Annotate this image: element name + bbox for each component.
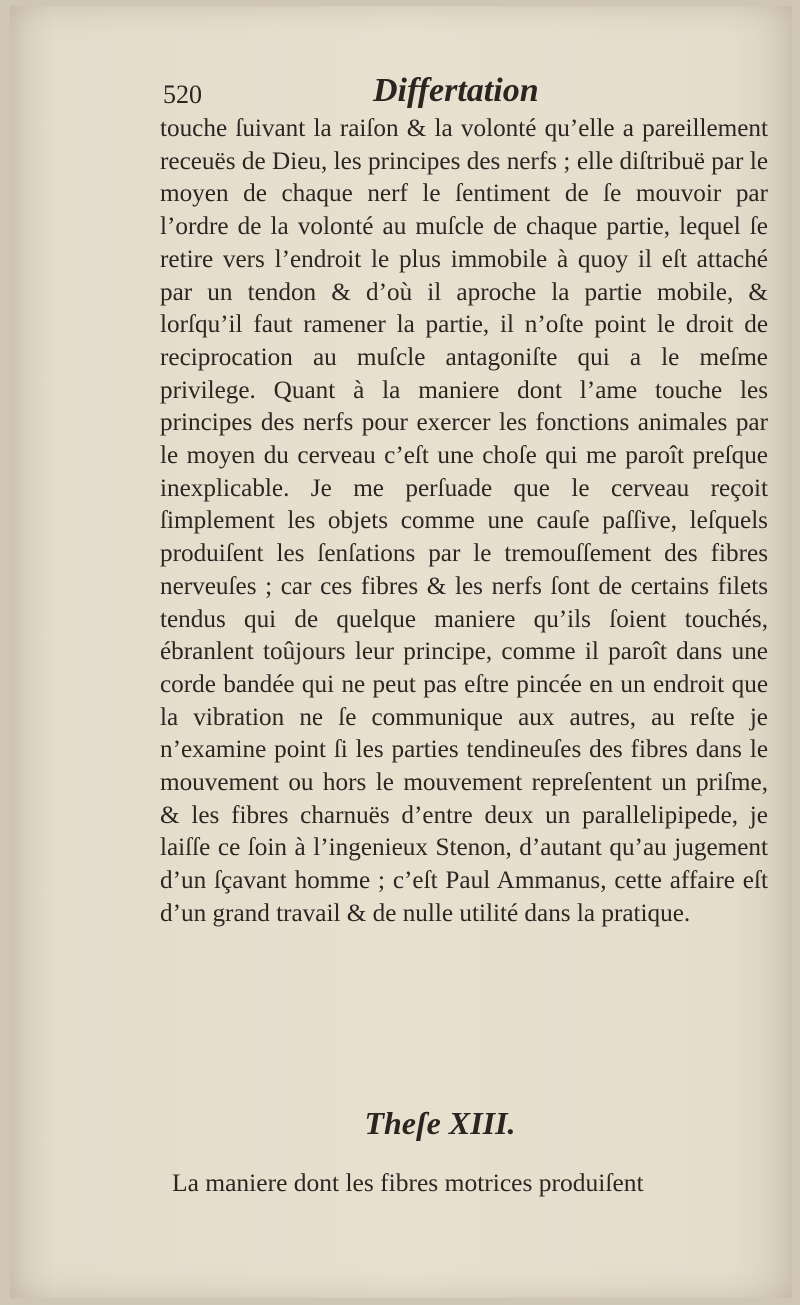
- body-paragraph: touche ſuivant la raiſon & la volonté qu’elle a pareillement receuës de Dieu, les principes des nerfs ; elle diſtribuë par le moyen de chaque nerf le ſentiment de ſe mouvoir par l’ordre de la volonté au muſcle de chaque partie, lequel ſe retire vers l’endroit le plus immobile à quoy il eſt attaché par un tendon & d’où il aproche la partie mobile, & lorſqu’il faut ramener la partie, il n’oſte point le droit de reciprocation au muſcle antagoniſte qui a le meſme privilege. Quant à la maniere dont l’ame touche les principes des nerfs pour exercer les fonctions animales par le moyen du cerveau c’eſt une choſe qui me paroît preſque inexplicable. Je me perſuade que le cerveau reçoit ſimplement les objets comme une cauſe paſſive, leſquels produiſent les ſenſations par le tremouſſement des fibres nerveuſes ; car ces fibres & les nerfs ſont de certains filets tendus qui de quelque maniere qu’ils ſoient touchés, ébranlent toûjours leur principe, comme il paroît dans une corde bandée qui ne peut pas eſtre pincée en un endroit que la vibration ne ſe communique aux autres, au reſte je n’examine point ſi les parties tendineuſes des fibres dans le mouvement ou hors le mouvement repreſentent un priſme, & les fibres charnuës d’entre deux un parallelipipede, je laiſſe ce ſoin à l’ingenieux Stenon, d’autant qu’au jugement d’un ſçavant homme ; c’eſt Paul Ammanus, cette affaire eſt d’un grand travail & de nulle utilité dans la pratique.: [160, 115, 768, 927]
- page-header: [163, 72, 723, 112]
- page-number: 520: [163, 80, 202, 109]
- running-title: Differtation: [373, 72, 539, 109]
- section-first-line: La maniere dont les fibres motrices produiſent: [172, 1168, 644, 1197]
- section-heading: Theſe XIII.: [364, 1105, 516, 1141]
